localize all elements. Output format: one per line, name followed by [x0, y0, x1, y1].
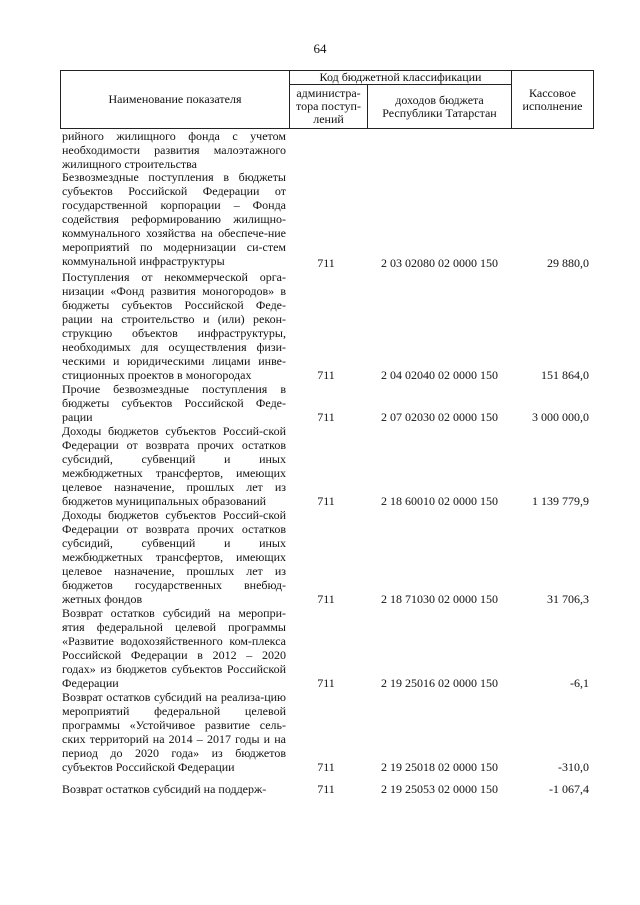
header-name-column: Наименование показателя — [60, 70, 290, 129]
row-admin-code: 711 — [317, 592, 335, 606]
row-admin-code: 711 — [317, 410, 335, 424]
row-admin-code: 711 — [317, 676, 335, 690]
row-amount: -310,0 — [558, 760, 589, 774]
row-income-code: 2 19 25016 02 0000 150 — [381, 676, 498, 690]
row-amount: -6,1 — [570, 676, 589, 690]
row-admin-code: 711 — [317, 494, 335, 508]
header-amount-column: Кассовое исполнение — [511, 70, 594, 129]
row-income-code: 2 03 02080 02 0000 150 — [381, 256, 498, 270]
row-amount: -1 067,4 — [549, 782, 589, 796]
row-admin-code: 711 — [317, 760, 335, 774]
row-income-code: 2 04 02040 02 0000 150 — [381, 368, 498, 382]
row-income-code: 2 18 71030 02 0000 150 — [381, 592, 498, 606]
row-amount: 1 139 779,9 — [532, 494, 589, 508]
row-name: рийного жилищного фонда с учетом необходимости развития малоэтажного жилищного строительства — [62, 129, 286, 171]
row-admin-code: 711 — [317, 782, 335, 796]
row-name: Возврат остатков субсидий на реализа-цию мероприятий федеральной целевой программы «Устойчивое развитие сель-ских территорий на 2014 – 2017 годы и на период до 2020 года» из бюджетов субъектов Российской Федерации — [62, 690, 286, 774]
page-number: 64 — [313, 41, 327, 56]
row-admin-code: 711 — [317, 368, 335, 382]
row-admin-code: 711 — [317, 256, 335, 270]
header-income-column: доходов бюджета Республики Татарстан — [367, 84, 512, 129]
row-name: Прочие безвозмездные поступления в бюджеты субъектов Российской Феде-рации — [62, 382, 286, 424]
row-income-code: 2 19 25018 02 0000 150 — [381, 760, 498, 774]
row-name: Возврат остатков субсидий на поддерж- — [62, 782, 267, 796]
row-name: Безвозмездные поступления в бюджеты субъектов Российской Федерации от государственной корпорации – Фонда содействия реформированию жилищно-коммунального хозяйства на обеспече-ние мероприятий по модернизации си-стем коммунальной инфраструктуры — [62, 170, 286, 268]
row-income-code: 2 19 25053 02 0000 150 — [381, 782, 498, 796]
row-amount: 29 880,0 — [547, 256, 589, 270]
row-name: Поступления от некоммерческой орга-низации «Фонд развития моногородов» в бюджеты субъектов Российской Феде-рации на строительство и (или) рекон-струкцию объектов инфраструктуры, необходимых для осуществления физи-ческими и юридическими лицами инве-стиционных проектов в моногородах — [62, 270, 286, 382]
row-amount: 151 864,0 — [541, 368, 589, 382]
row-income-code: 2 18 60010 02 0000 150 — [381, 494, 498, 508]
row-name: Доходы бюджетов субъектов Россий-ской Федерации от возврата прочих остатков субсидий, субвенций и иных межбюджетных трансфертов, имеющих целевое назначение, прошлых лет из бюджетов государственных внебюд-жетных фондов — [62, 508, 286, 606]
header-code-group: Код бюджетной классификации — [289, 70, 512, 85]
row-name: Доходы бюджетов субъектов Россий-ской Федерации от возврата прочих остатков субсидий, субвенций и иных межбюджетных трансфертов, имеющих целевое назначение, прошлых лет из бюджетов муниципальных образований — [62, 424, 286, 508]
header-admin-column: администра-тора поступ-лений — [289, 84, 368, 129]
row-amount: 3 000 000,0 — [532, 410, 589, 424]
row-income-code: 2 07 02030 02 0000 150 — [381, 410, 498, 424]
row-name: Возврат остатков субсидий на меропри-ятия федеральной целевой программы «Развитие водохозяйственного ком-плекса Российской Федерации в 2012 – 2020 годах» из бюджетов субъектов Российской Федерации — [62, 606, 286, 690]
row-amount: 31 706,3 — [547, 592, 589, 606]
